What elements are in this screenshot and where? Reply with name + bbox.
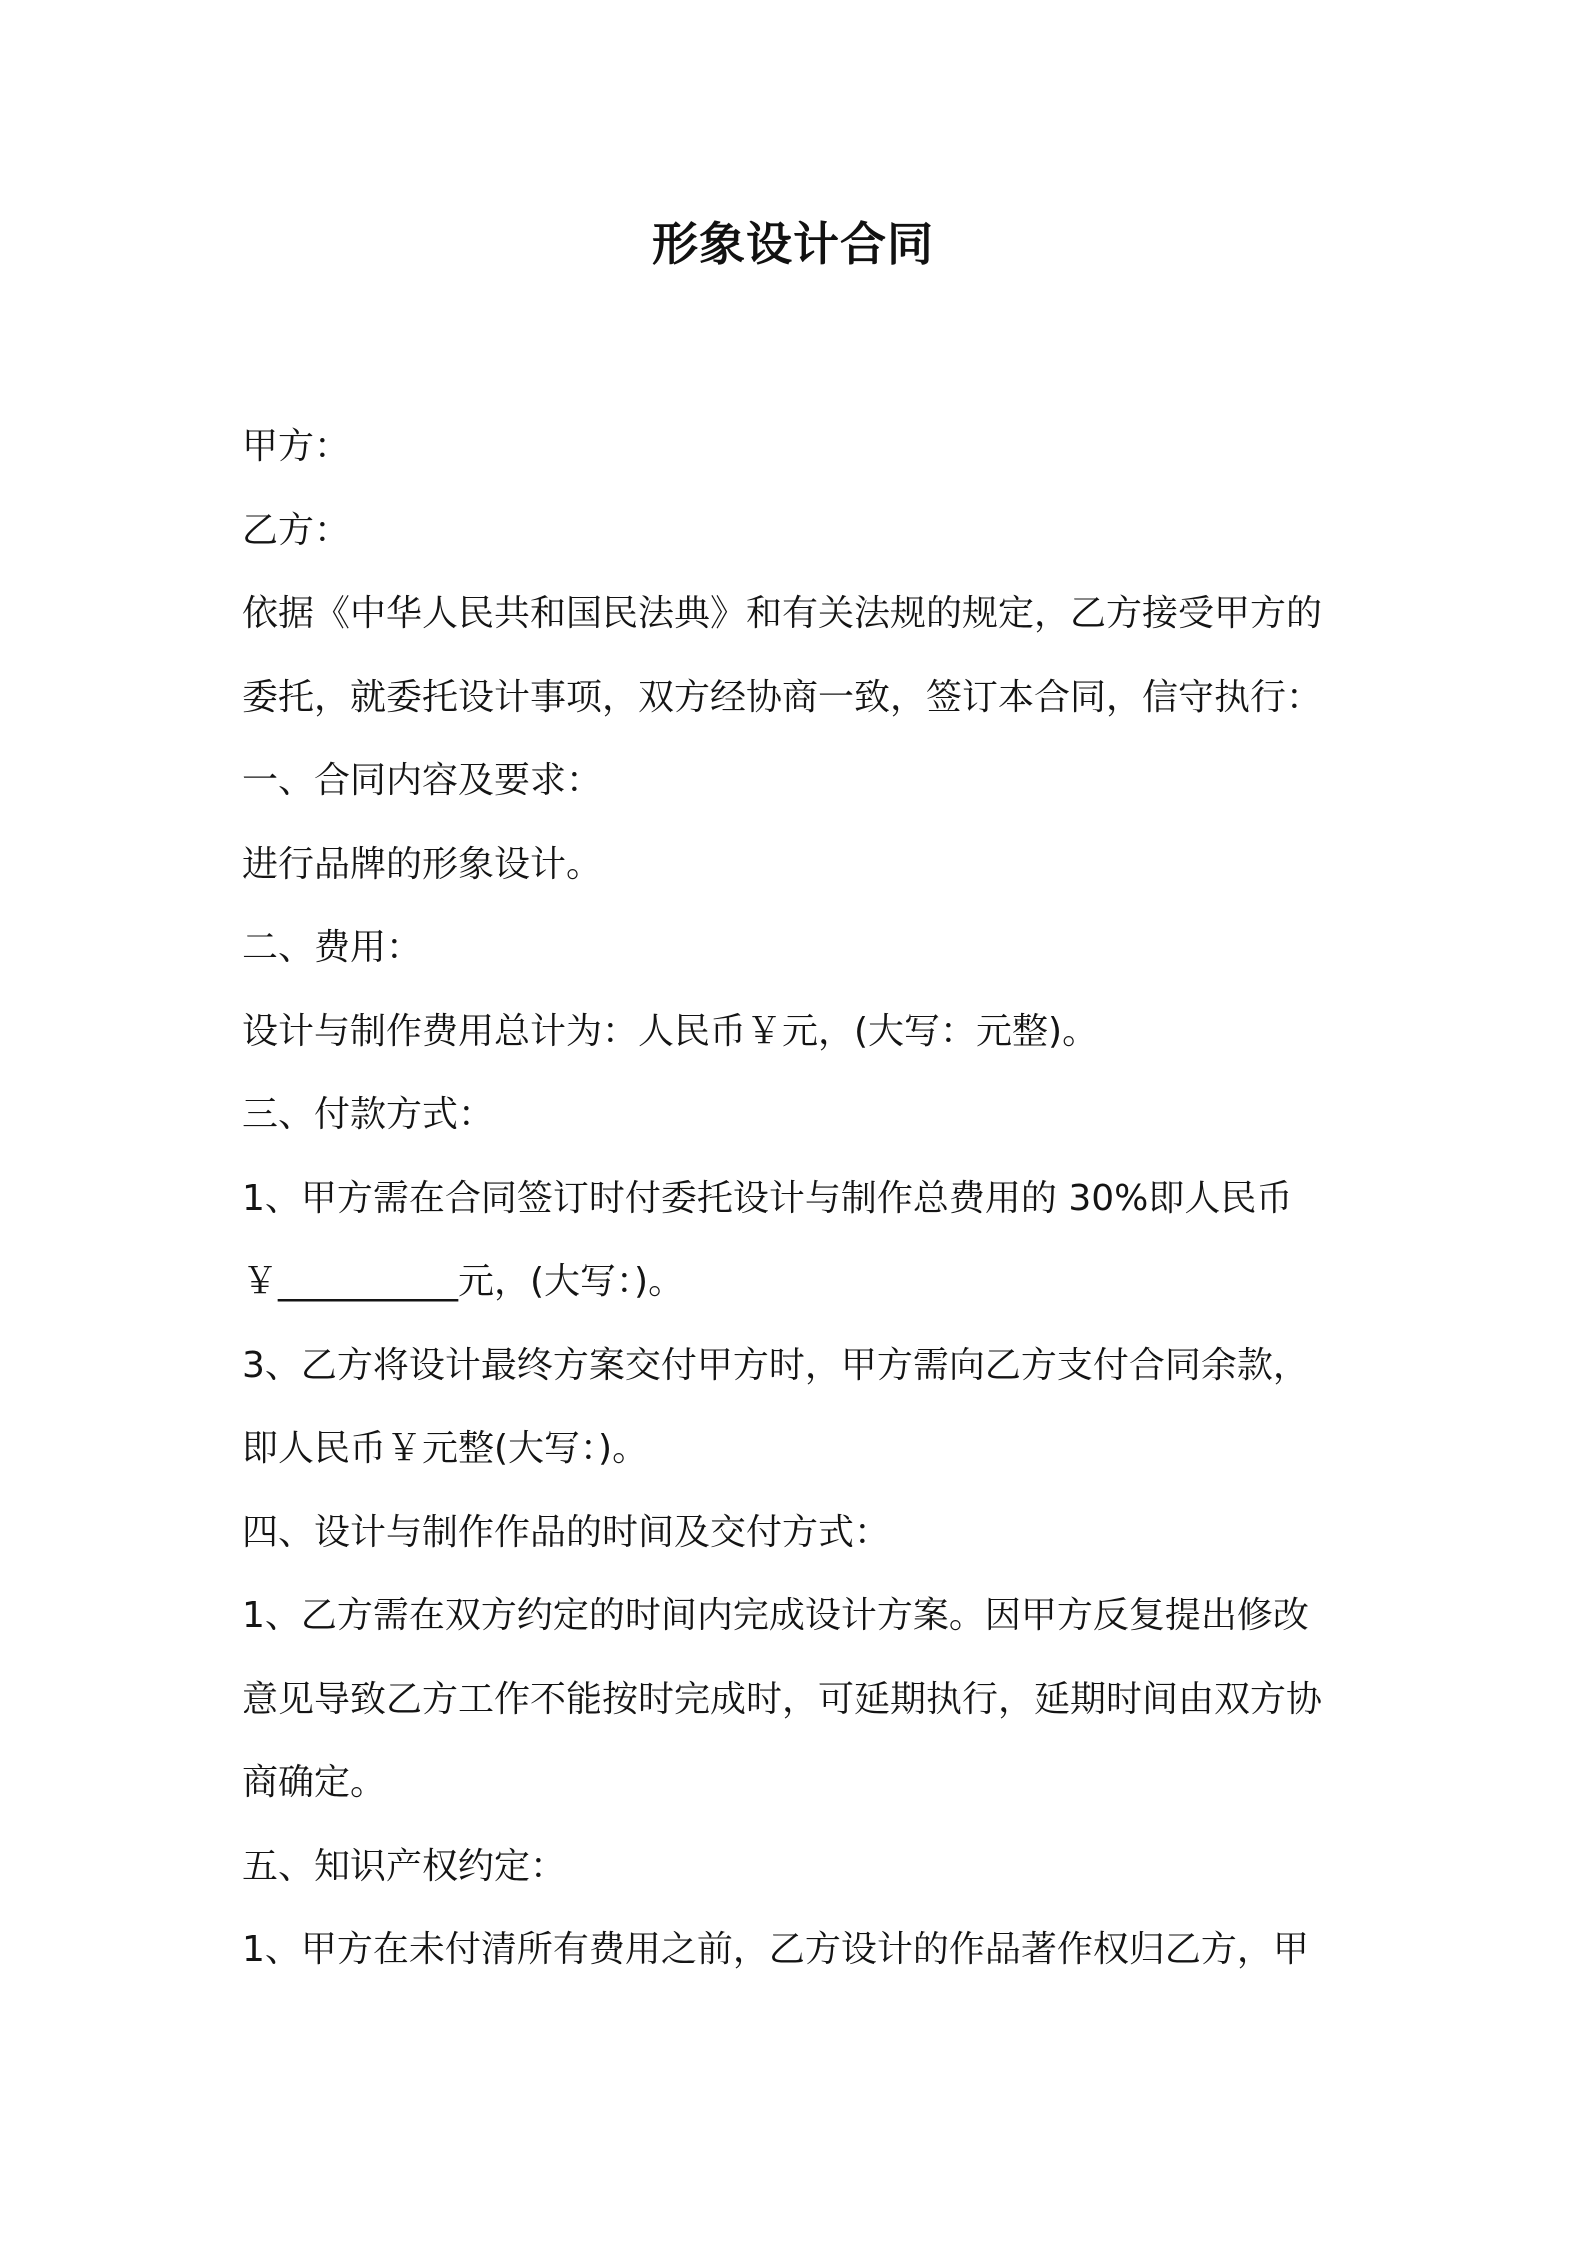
section-2-heading: 二、费用：: [242, 927, 423, 968]
section-5-heading: 五、知识产权约定：: [242, 1845, 567, 1887]
document-body: [242, 405, 1362, 1992]
intro-line-1: 依据《中华人民共和国民法典》和有关法规的规定，乙方接受甲方的: [242, 593, 1323, 634]
section-4-heading: 四、设计与制作作品的时间及交付方式：: [242, 1511, 891, 1553]
section-3-heading: 三、付款方式：: [242, 1094, 495, 1135]
section-1-heading: 一、合同内容及要求：: [242, 760, 603, 801]
section-3-item-3-line-1: 3、乙方将设计最终方案交付甲方时，甲方需向乙方支付合同余款，: [242, 1344, 1309, 1386]
section-4-item-1-line-2: 意见导致乙方工作不能按时完成时，可延期执行，延期时间由双方协: [242, 1678, 1323, 1720]
section-3-item-1-line-2: ￥__________元，(大写：)。: [242, 1261, 685, 1302]
document-title: 形象设计合同: [652, 217, 934, 271]
section-2-body: 设计与制作费用总计为：人民币￥元，(大写：元整)。: [242, 1010, 1099, 1052]
party-b-label: 乙方：: [242, 509, 351, 551]
section-4-item-1-line-1: 1、乙方需在双方约定的时间内完成设计方案。因甲方反复提出修改: [242, 1595, 1309, 1636]
section-3-item-1-line-1: 1、甲方需在合同签订时付委托设计与制作总费用的 30%即人民币: [242, 1177, 1293, 1219]
section-5-item-1-line-1: 1、甲方在未付清所有费用之前，乙方设计的作品著作权归乙方，甲: [242, 1929, 1309, 1970]
section-3-item-3-line-2: 即人民币￥元整(大写：)。: [242, 1428, 649, 1469]
intro-line-2: 委托，就委托设计事项，双方经协商一致，签订本合同，信守执行：: [242, 676, 1323, 718]
section-4-item-1-line-3: 商确定。: [242, 1762, 387, 1803]
party-a-label: 甲方：: [242, 426, 351, 467]
section-1-body: 进行品牌的形象设计。: [242, 843, 603, 885]
